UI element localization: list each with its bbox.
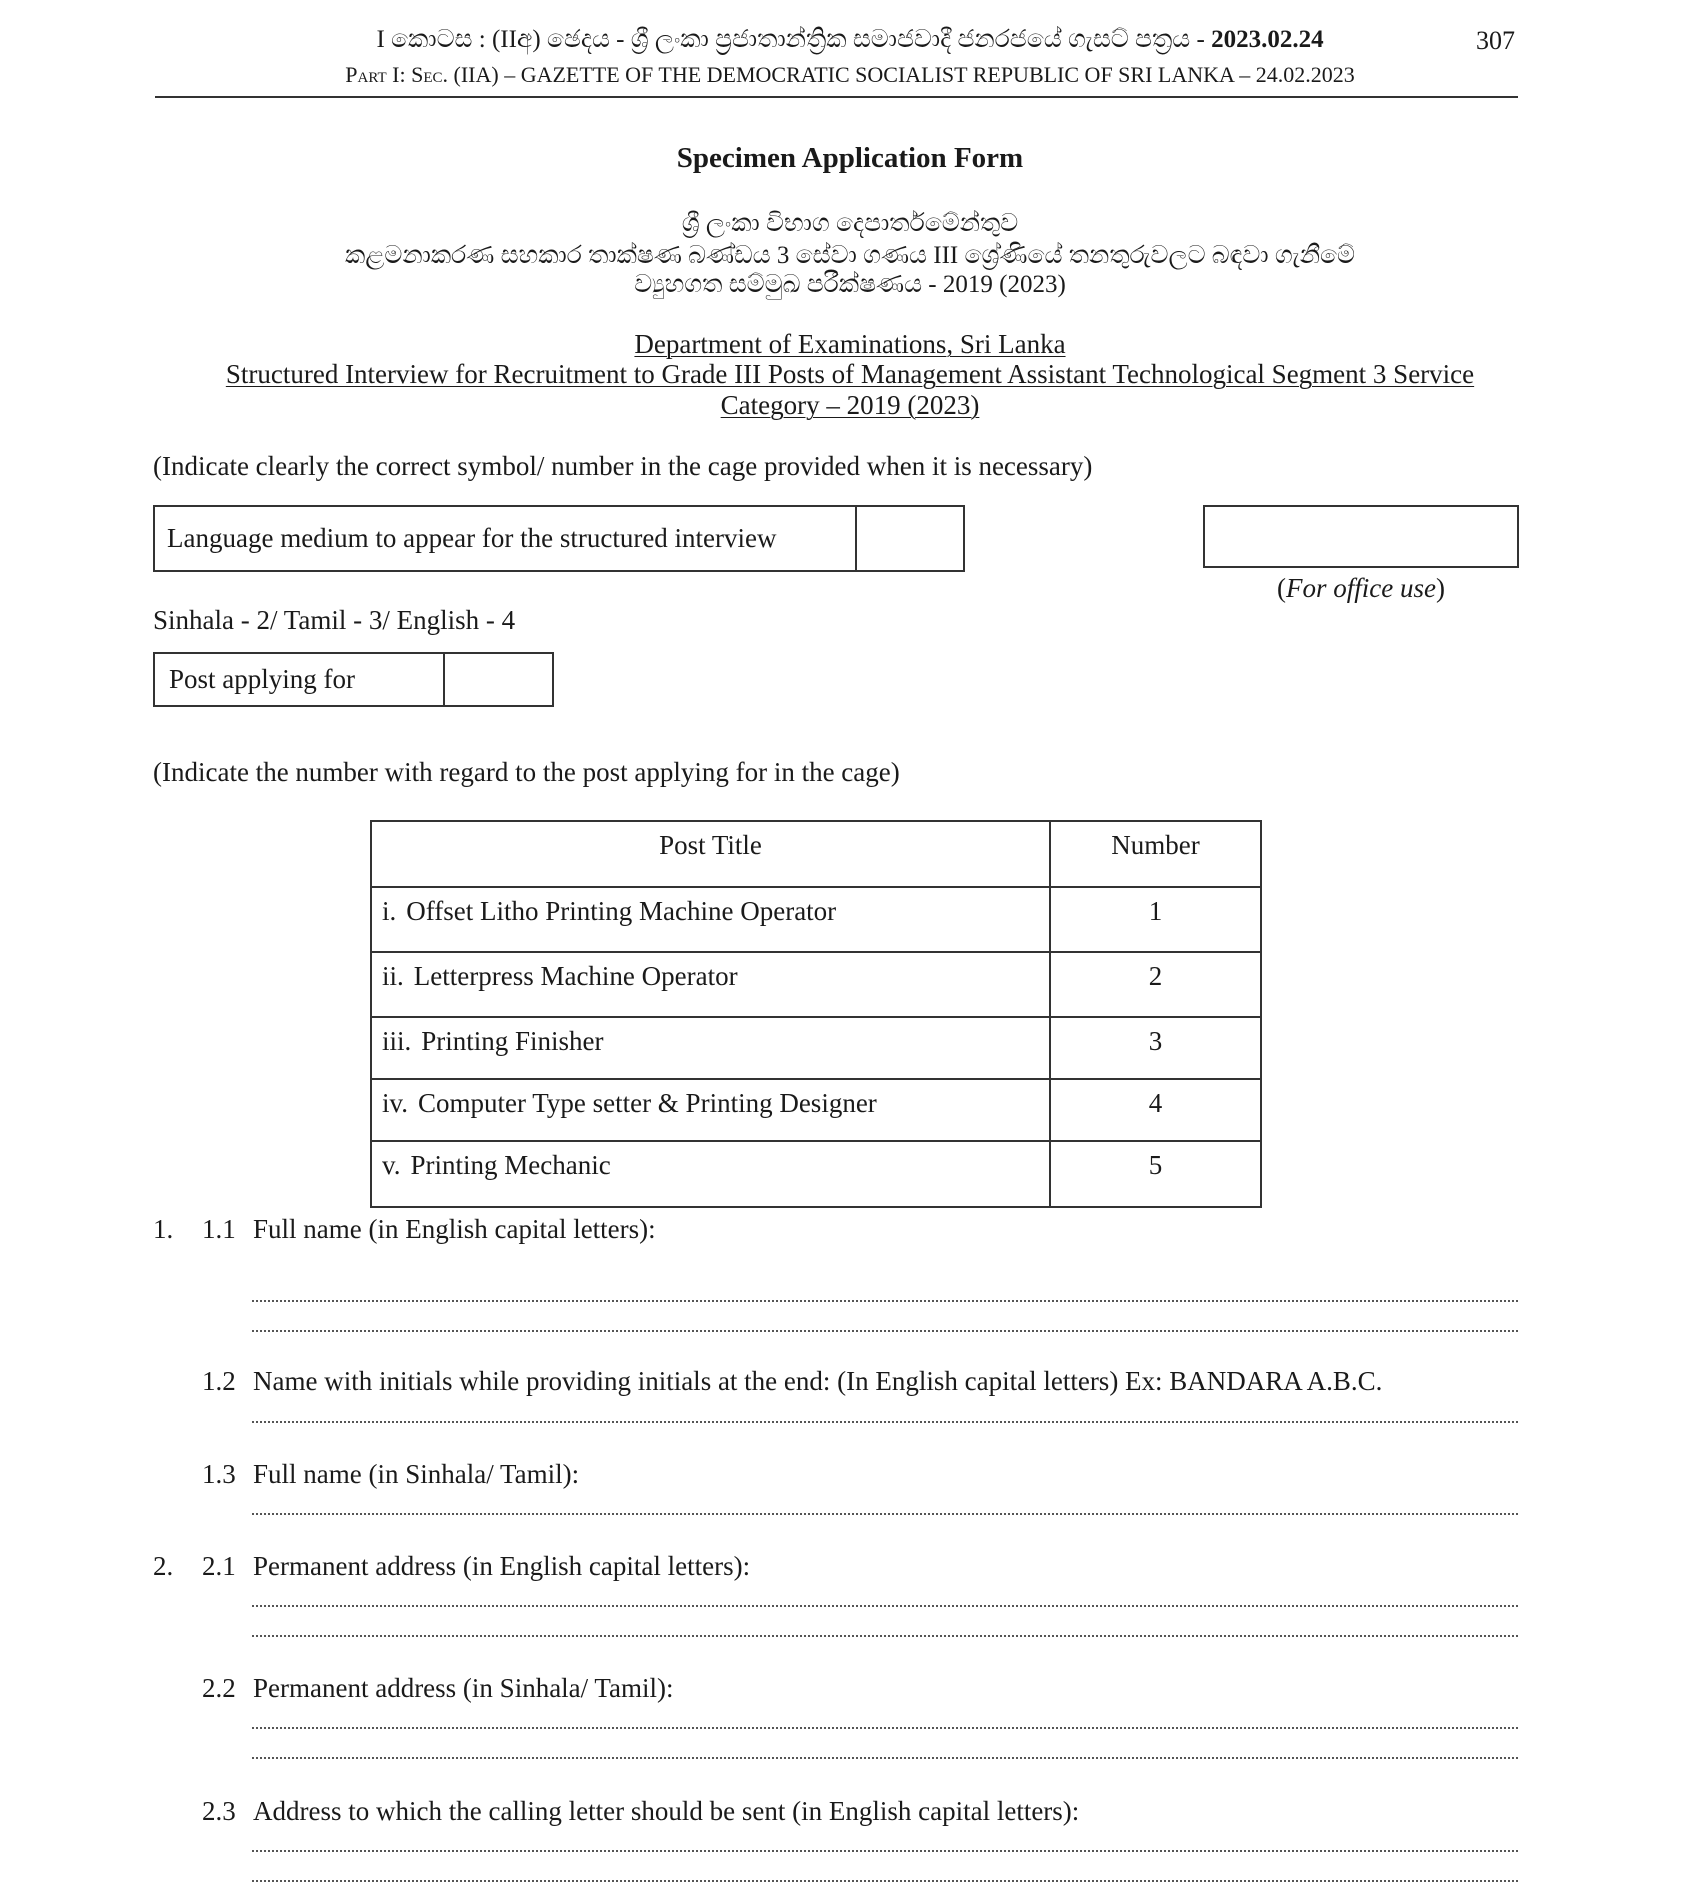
post-title-cell xyxy=(371,1079,1050,1141)
table-row xyxy=(371,952,1261,1017)
row-roman: iv. xyxy=(382,1088,408,1118)
gazette-header-english-rest: (IIA) – GAZETTE OF THE DEMOCRATIC SOCIALIST REPUBLIC OF SRI LANKA – 24.02.2023 xyxy=(453,62,1355,87)
language-medium-cage[interactable] xyxy=(855,507,967,570)
permanent-address-sinhala-line-2[interactable] xyxy=(252,1757,1518,1759)
office-use-box xyxy=(1203,505,1519,568)
question-2-3-label: Address to which the calling letter should be sent (in English capital letters): xyxy=(253,1796,1080,1826)
language-options: Sinhala - 2/ Tamil - 3/ English - 4 xyxy=(153,605,516,635)
table-row xyxy=(371,1079,1261,1141)
post-title: Letterpress Machine Operator xyxy=(413,961,738,991)
header-rule xyxy=(155,96,1518,98)
english-heading-1-text: Department of Examinations, Sri Lanka xyxy=(634,329,1066,359)
table-row xyxy=(371,887,1261,952)
permanent-address-english-line-2[interactable] xyxy=(252,1635,1518,1637)
english-heading-3 xyxy=(0,390,1700,421)
permanent-address-english-line-1[interactable] xyxy=(252,1605,1518,1607)
post-title-cell xyxy=(371,887,1050,952)
sec-label: Sec. xyxy=(411,62,448,87)
question-1-1-label: Full name (in English capital letters): xyxy=(253,1214,656,1244)
post-title: Printing Mechanic xyxy=(410,1150,611,1180)
page-number: 307 xyxy=(1476,26,1515,55)
language-medium-box xyxy=(153,505,965,572)
sinhala-line-2: කළමනාකරණ සහකාර තාක්ෂණ බණ්ඩය 3 සේවා ගණය III ශ්‍රේණියේ තනතුරුවලට බඳවා ගැනීමේ xyxy=(344,242,1356,269)
part-roman: I xyxy=(392,62,400,87)
question-2-1-number: 2.1 xyxy=(202,1551,236,1581)
full-name-english-line-2[interactable] xyxy=(252,1330,1518,1332)
question-1-3-label: Full name (in Sinhala/ Tamil): xyxy=(253,1459,580,1489)
post-title-cell xyxy=(371,1017,1050,1079)
post-number: 3 xyxy=(1050,1017,1261,1079)
row-roman: iii. xyxy=(382,1026,412,1056)
calling-letter-address-line-1[interactable] xyxy=(252,1850,1518,1852)
post-number: 1 xyxy=(1050,887,1261,952)
calling-letter-address-line-2[interactable] xyxy=(252,1880,1518,1882)
row-roman: i. xyxy=(382,896,397,926)
english-heading-1 xyxy=(0,329,1700,360)
permanent-address-sinhala-line-1[interactable] xyxy=(252,1727,1518,1729)
post-title: Offset Litho Printing Machine Operator xyxy=(406,896,837,926)
post-title: Computer Type setter & Printing Designer xyxy=(418,1088,877,1118)
office-use-caption: (For office use) xyxy=(1277,573,1445,603)
full-name-sinhala-tamil-line[interactable] xyxy=(252,1513,1518,1515)
gazette-header-sinhala-text: I කොටස : (IIඅ) ඡෙදය - ශ්‍රී ලංකා ප්‍රජාතාන්ත්‍රික සමාජවාදී ජනරජයේ ගැසට් පත්‍රය - xyxy=(376,26,1205,53)
row-roman: ii. xyxy=(382,961,404,991)
post-applying-box xyxy=(153,652,554,707)
question-2-2-number: 2.2 xyxy=(202,1673,236,1703)
gazette-header-sinhala-date: 2023.02.24 xyxy=(1211,26,1324,53)
language-medium-label: Language medium to appear for the structured interview xyxy=(167,523,777,553)
question-2-1-label: Permanent address (in English capital letters): xyxy=(253,1551,751,1581)
post-number: 4 xyxy=(1050,1079,1261,1141)
question-1-2-label: Name with initials while providing initials at the end: (In English capital letters) Ex: BANDARA A.B.C. xyxy=(253,1366,1383,1396)
english-heading-2 xyxy=(0,359,1700,390)
gazette-header-english: Part I: Sec. (IIA) – GAZETTE OF THE DEMOCRATIC SOCIALIST REPUBLIC OF SRI LANKA – 24.02.2023 xyxy=(345,62,1355,87)
full-name-english-line-1[interactable] xyxy=(252,1300,1518,1302)
post-title-cell xyxy=(371,1141,1050,1207)
part-label: Part xyxy=(345,62,387,87)
name-with-initials-line[interactable] xyxy=(252,1421,1518,1423)
question-1-number: 1. xyxy=(153,1214,174,1244)
question-2-2-label: Permanent address (in Sinhala/ Tamil): xyxy=(253,1673,674,1703)
table-row xyxy=(371,1017,1261,1079)
question-2-number: 2. xyxy=(153,1551,174,1581)
post-title: Printing Finisher xyxy=(421,1026,604,1056)
post-number: 5 xyxy=(1050,1141,1261,1207)
post-applying-cage[interactable] xyxy=(443,654,556,705)
post-applying-label: Post applying for xyxy=(169,664,355,694)
instruction-post: (Indicate the number with regard to the post applying for in the cage) xyxy=(153,757,900,787)
instruction-symbol: (Indicate clearly the correct symbol/ number in the cage provided when it is necessary) xyxy=(153,451,1093,481)
question-1-3-number: 1.3 xyxy=(202,1459,236,1489)
english-heading-2-text: Structured Interview for Recruitment to Grade III Posts of Management Assistant Technological Segment 3 Service xyxy=(225,359,1475,389)
question-1-1-number: 1.1 xyxy=(202,1214,236,1244)
row-roman: v. xyxy=(382,1150,401,1180)
office-use-label: For office use xyxy=(1286,573,1436,603)
header-post-title: Post Title xyxy=(371,821,1050,887)
english-heading-3-text: Category – 2019 (2023) xyxy=(720,390,980,420)
question-2-3-number: 2.3 xyxy=(202,1796,236,1826)
sinhala-line-1: ශ්‍රී ලංකා විභාග දෙපාර්තමේන්තුව xyxy=(681,210,1019,237)
gazette-header-sinhala xyxy=(0,26,1700,54)
posts-table-header xyxy=(371,821,1261,887)
table-row xyxy=(371,1141,1261,1207)
post-title-cell xyxy=(371,952,1050,1017)
form-title: Specimen Application Form xyxy=(676,142,1024,174)
sinhala-line-3: ව්‍යුහගත සම්මුඛ පරීක්ෂණය - 2019 (2023) xyxy=(634,271,1066,298)
posts-table xyxy=(370,820,1262,1208)
post-number: 2 xyxy=(1050,952,1261,1017)
header-number: Number xyxy=(1050,821,1261,887)
question-1-2-number: 1.2 xyxy=(202,1366,236,1396)
